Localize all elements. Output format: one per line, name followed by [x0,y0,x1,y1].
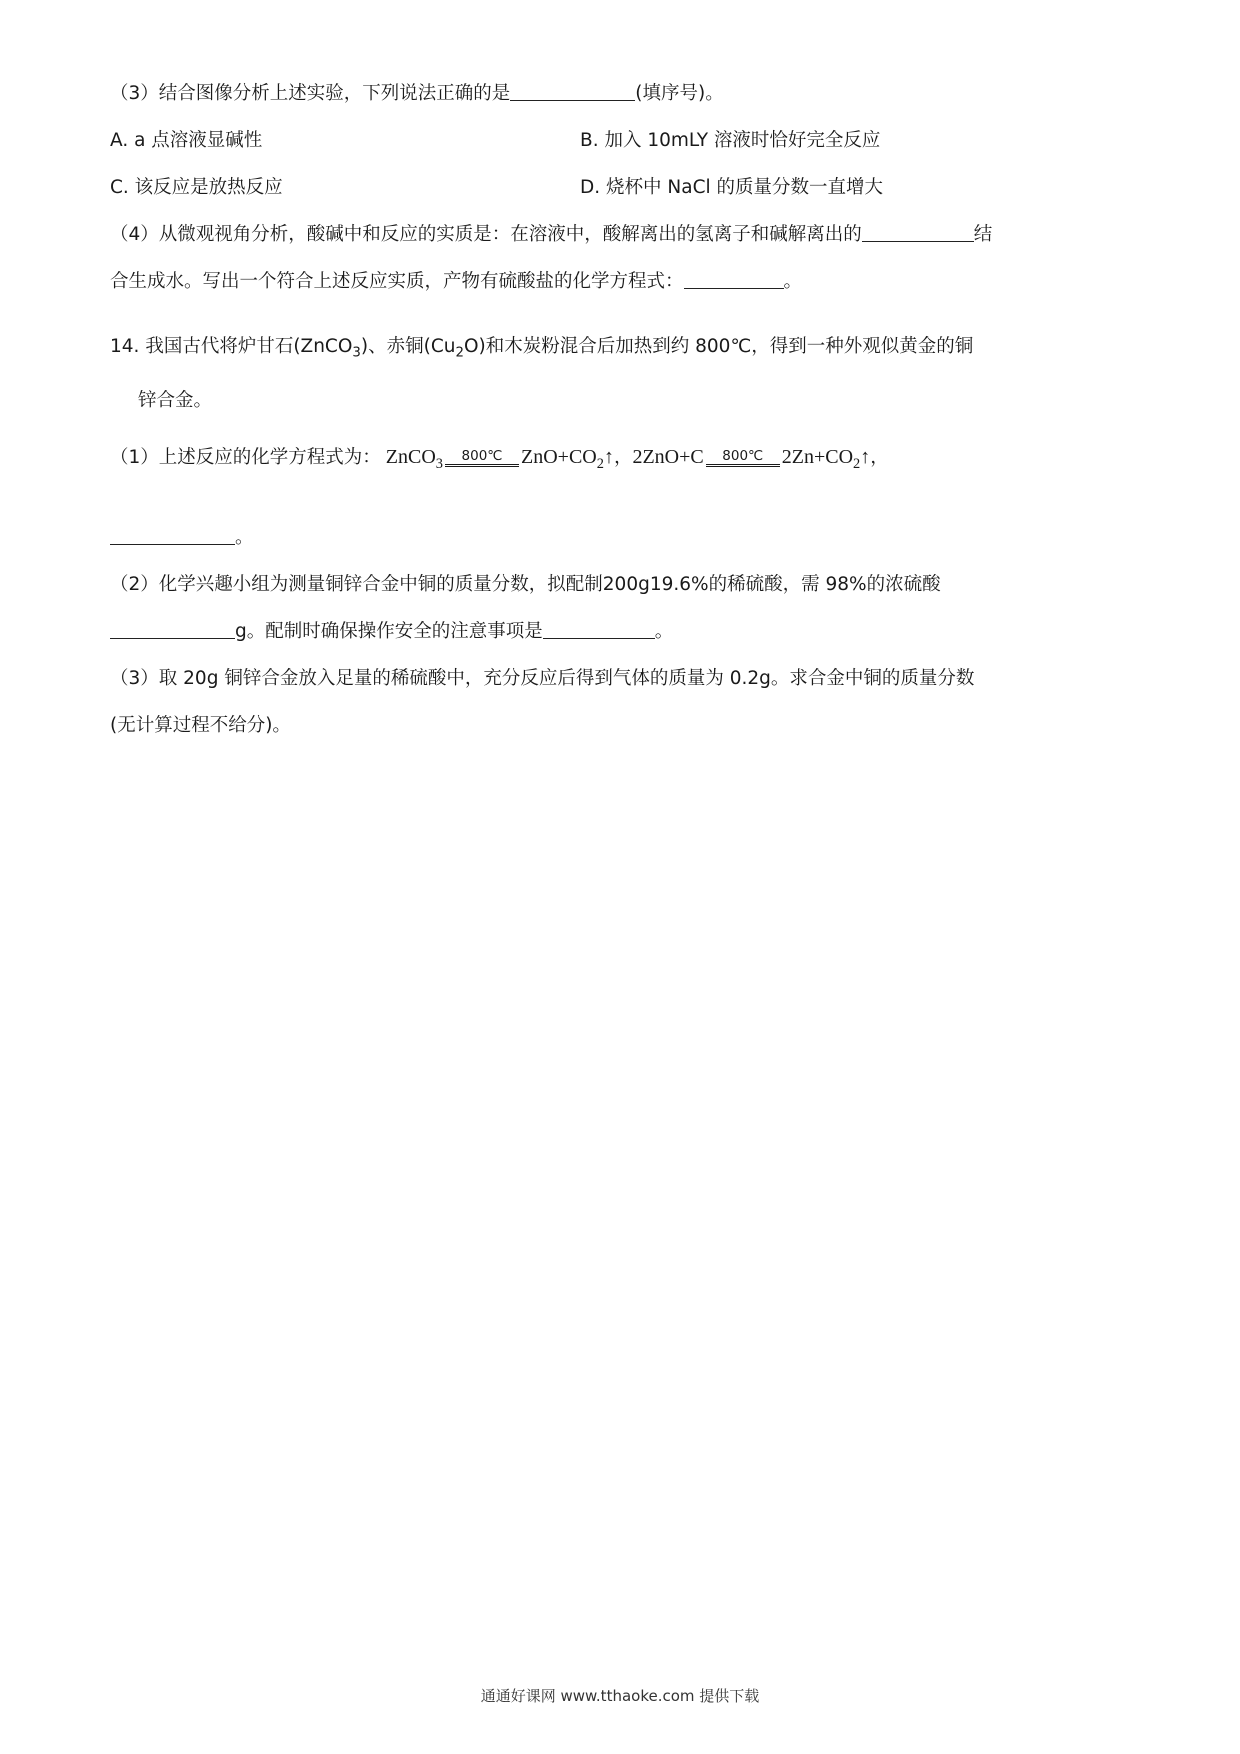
eq1-reactant: ZnCO [385,445,436,468]
q13-part3-prompt [110,70,1130,117]
eq1-arrow-line-bottom [445,466,519,467]
q14-part1-blank[interactable] [110,525,235,545]
eq2-plus0: + [679,445,691,468]
q13-option-b[interactable]: B. 加入 10mLY 溶液时恰好完全反应 [580,130,881,151]
q14-equation-1 [381,445,889,472]
q14-number: 14. [110,336,140,357]
q14-part2-line2 [110,608,1130,655]
eq-separator-comma: ， [613,446,633,468]
eq1-reaction-arrow [445,449,519,467]
eq2-product-b-sub: 2 [853,455,861,472]
q14-part1-line2 [110,514,1130,561]
q14-part2-line2-mid: g。配制时确保操作安全的注意事项是 [235,620,543,642]
eq1-product-a: ZnO [520,445,558,468]
q13-part4-line2-prefix: 合生成水。写出一个符合上述反应实质，产物有硫酸盐的化学方程式： [110,271,684,292]
eq2-product-b: CO [825,445,854,468]
q13-part4-line1-suffix: 结 [973,224,993,245]
q14-stem-sub-2: 2 [455,345,464,361]
q14-stem-text-b: )、赤铜(Cu [360,336,456,357]
q13-part4-line1 [110,211,1130,258]
eq2-reaction-arrow [706,449,780,467]
q14-stem-text-a: 我国古代将炉甘石(ZnCO [145,336,353,357]
q13-part3-prefix: （3）结合图像分析上述实验，下列说法正确的是 [110,83,511,104]
eq2-arrow-line-top [706,464,780,465]
spacer-before-q14p1 [110,424,1130,434]
q13-option-c[interactable]: C. 该反应是放热反应 [110,177,283,198]
q14-part3-line1: （3）取 20g 铜锌合金放入足量的稀硫酸中，充分反应后得到气体的质量为 0.2g。求合金中铜的质量分数 [110,667,975,689]
q13-options-row-1 [110,117,1130,164]
eq1-gas-arrow: ↑ [603,445,614,468]
q13-part4-line2-suffix: 。 [783,271,803,292]
q13-part4-blank-2[interactable] [684,270,784,290]
q13-option-d[interactable]: D. 烧杯中 NaCl 的质量分数一直增大 [580,177,884,198]
q13-option-a[interactable]: A. a 点溶液显碱性 [110,130,263,151]
q14-stem-text-c: O)和木炭粉混合后加热到约 800℃，得到一种外观似黄金的铜 [463,336,974,357]
q13-part4-line1-prefix: （4）从微观视角分析，酸碱中和反应的实质是：在溶液中，酸解离出的氢离子和碱解离出的 [110,224,862,245]
q14-part2-blank-2[interactable] [543,619,655,639]
eq2-condition: 800℃ [722,448,764,465]
eq2-end-comma: ， [870,446,889,468]
eq2-gas-arrow: ↑ [860,445,871,468]
q13-part3-suffix: (填序号)。 [635,83,724,104]
q13-part4-blank-1[interactable] [862,223,974,243]
q14-stem-sub-1: 3 [352,345,361,361]
eq1-plus: + [557,445,569,468]
eq2-reactant-b: C [690,445,704,468]
eq1-reactant-sub: 3 [435,455,443,472]
q14-part1-line1 [110,434,1130,488]
q14-part3-line2: (无计算过程不给分)。 [110,714,291,736]
q14-part2-line2-end: 。 [654,620,674,642]
eq2-arrow-line-bottom [706,466,780,467]
q14-part2-blank-1[interactable] [110,619,235,639]
page-footer: 通通好课网 www.tthaoke.com 提供下载 [480,1687,760,1705]
eq1-arrow-line-top [445,464,519,465]
q14-part1-line2-suffix: 。 [235,526,254,548]
eq2-plus: + [813,445,826,468]
eq1-product-b-sub: 2 [596,455,604,472]
spacer-before-q14 [110,305,1130,323]
eq1-condition: 800℃ [461,448,503,465]
spacer-after-equations [110,488,1130,514]
q14-stem-line2: 锌合金。 [138,389,213,411]
eq2-product-a: 2Zn [781,445,814,468]
eq1-product-b: CO [568,445,597,468]
eq2-reactant-a: 2ZnO [632,445,680,468]
q14-stem-line1 [110,323,1130,377]
q14-part1-prefix: （1）上述反应的化学方程式为： [110,446,381,468]
q14-part2-line1: （2）化学兴趣小组为测量铜锌合金中铜的质量分数，拟配制200g19.6%的稀硫酸，需 98%的浓硫酸 [110,573,941,595]
q13-part4-line2 [110,258,1130,305]
q13-part3-answer-blank[interactable] [510,82,635,102]
q13-options-row-2 [110,164,1130,211]
